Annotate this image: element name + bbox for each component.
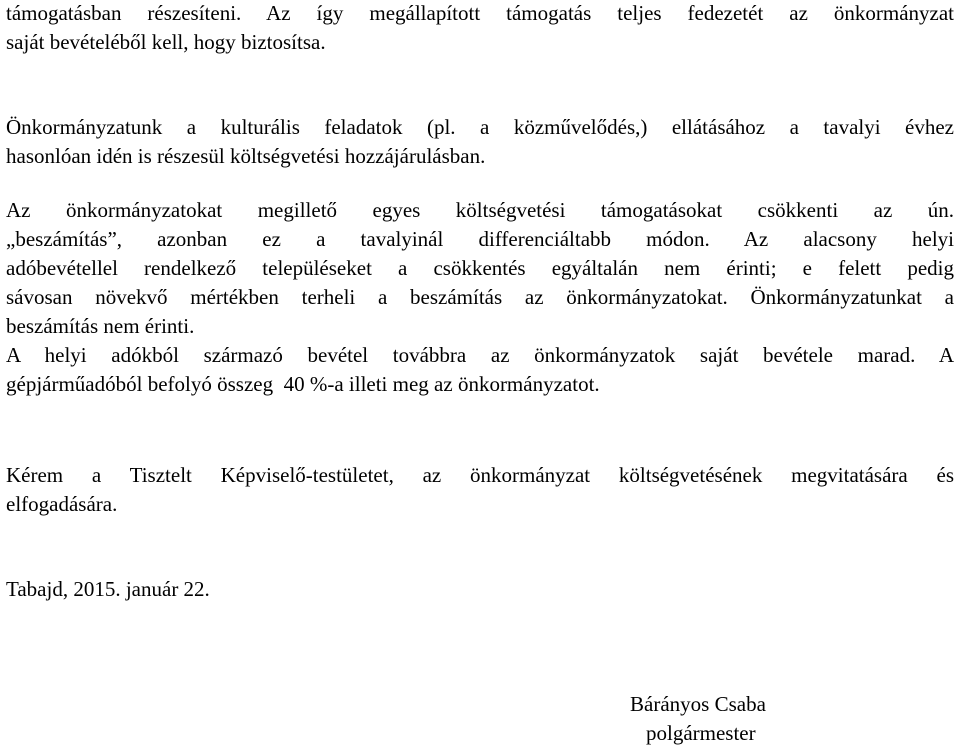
paragraph-4-line-1: Kérem a Tisztelt Képviselő-testületet, az önkormányzat költségvetésének megvitatására és xyxy=(6,463,954,487)
paragraph-3-line-2: „beszámítás”, azonban ez a tavalyinál differenciáltabb módon. Az alacsony helyi xyxy=(6,227,954,251)
paragraph-2-line-1: Önkormányzatunk a kulturális feladatok (pl. a közművelődés,) ellátásához a tavalyi évhez xyxy=(6,115,954,139)
paragraph-4-line-2: elfogadására. xyxy=(6,492,118,516)
paragraph-3-line-3: adóbevétellel rendelkező településeket a csökkentés egyáltalán nem érinti; e felett pedig xyxy=(6,256,954,280)
paragraph-3-line-5: beszámítás nem érinti. xyxy=(6,314,195,338)
paragraph-3-line-6: A helyi adókból származó bevétel továbbra az önkormányzatok saját bevétele marad. A xyxy=(6,343,954,367)
paragraph-3-line-7: gépjárműadóból befolyó összeg 40 %-a illeti meg az önkormányzatot. xyxy=(6,372,600,396)
signature-title: polgármester xyxy=(646,721,756,745)
paragraph-3 xyxy=(6,196,954,399)
paragraph-1 xyxy=(6,0,954,57)
date-line: Tabajd, 2015. január 22. xyxy=(6,577,210,601)
signature-name: Bárányos Csaba xyxy=(630,692,766,716)
paragraph-3-line-4: sávosan növekvő mértékben terheli a beszámítás az önkormányzatokat. Önkormányzatunkat a xyxy=(6,285,954,309)
paragraph-2 xyxy=(6,113,954,171)
paragraph-4 xyxy=(6,461,954,519)
document-page xyxy=(6,0,954,750)
paragraph-3-line-1: Az önkormányzatokat megillető egyes költségvetési támogatásokat csökkenti az ún. xyxy=(6,198,954,222)
paragraph-2-line-2: hasonlóan idén is részesül költségvetési hozzájárulásban. xyxy=(6,144,486,168)
date-line-block xyxy=(6,575,954,604)
paragraph-1-line-2: saját bevételéből kell, hogy biztosítsa. xyxy=(6,30,326,54)
paragraph-1-line-1: támogatásban részesíteni. Az így megállapított támogatás teljes fedezetét az önkormányzat xyxy=(6,1,954,25)
